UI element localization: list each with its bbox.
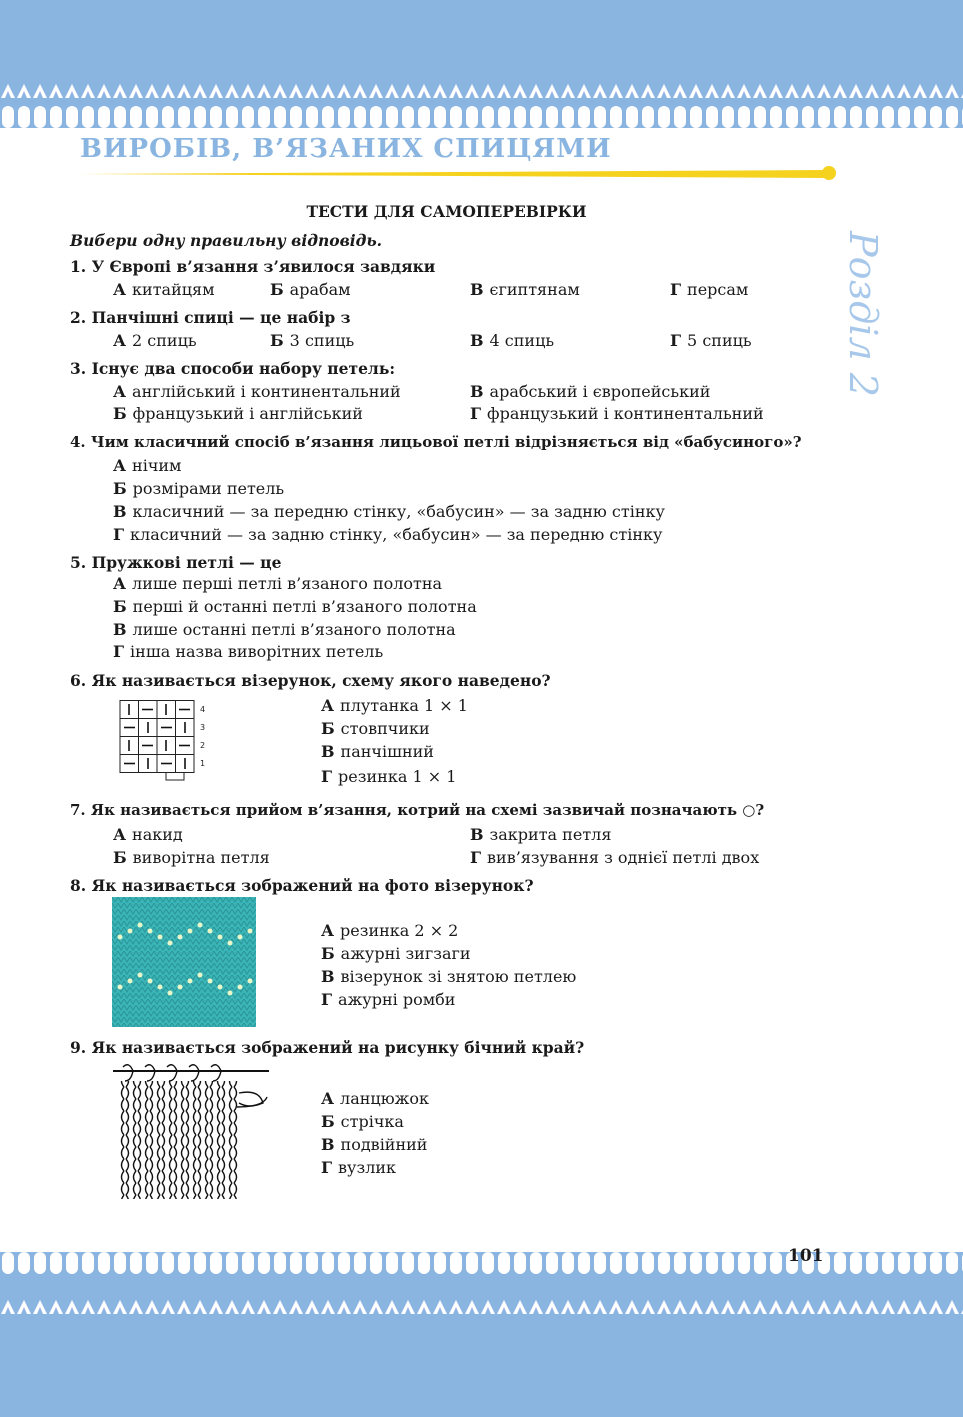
question-4: 4. Чим класичний спосіб в’язання лицьової петлі відрізняється від «бабусиного»? — [70, 433, 802, 451]
q1-option-b[interactable] — [270, 280, 351, 299]
question-8: 8. Як називається зображений на фото візерунок? — [70, 876, 534, 895]
q6-option-b[interactable] — [321, 719, 430, 738]
option-text: ланцюжок — [340, 1089, 429, 1108]
option-letter: Г — [321, 990, 333, 1009]
option-text: перші й останні петлі в’язаного полотна — [132, 597, 477, 616]
option-text: ажурні зигзаги — [340, 944, 471, 963]
option-letter: Г — [670, 280, 682, 299]
question-5: 5. Пружкові петлі — це — [70, 553, 282, 572]
q7-option-a[interactable] — [113, 825, 183, 844]
section-title: ВИРОБІВ, В’ЯЗАНИХ СПИЦЯМИ — [80, 134, 612, 164]
option-letter: Б — [321, 944, 335, 963]
q6-option-v[interactable] — [321, 742, 434, 761]
option-letter: В — [470, 382, 484, 401]
question-1: 1. У Європі в’язання з’явилося завдяки — [70, 257, 436, 276]
question-7: 7. Як називається прийом в’язання, котрий на схемі зазвичай позначають ○? — [70, 801, 765, 819]
option-text: французький і англійський — [132, 404, 363, 423]
option-text: арабам — [289, 280, 351, 299]
option-text: накид — [132, 825, 183, 844]
option-text: 3 спиць — [289, 331, 355, 350]
option-text: китайцям — [132, 280, 215, 299]
option-letter: В — [321, 1135, 335, 1154]
yellow-underline — [78, 166, 838, 180]
option-letter: В — [113, 620, 127, 639]
q4-option-v[interactable] — [113, 502, 665, 521]
q2-option-a[interactable] — [113, 331, 197, 350]
option-text: 2 спиць — [132, 331, 197, 350]
chevron-pattern-bottom — [0, 1290, 963, 1316]
question-2: 2. Панчішні спиці — це набір з — [70, 308, 351, 327]
knitted-fabric-photo — [112, 897, 256, 1027]
option-letter: В — [113, 502, 127, 521]
option-letter: Б — [113, 848, 127, 867]
q1-option-a[interactable] — [113, 280, 215, 299]
q9-option-g[interactable] — [321, 1158, 396, 1177]
q2-option-b[interactable] — [270, 331, 354, 350]
q3-option-b[interactable] — [113, 404, 363, 423]
option-letter: Г — [113, 642, 125, 661]
q9-option-v[interactable] — [321, 1135, 427, 1154]
option-letter: В — [470, 331, 484, 350]
q9-option-a[interactable] — [321, 1089, 429, 1108]
option-letter: Б — [113, 404, 127, 423]
option-letter: Б — [270, 280, 284, 299]
option-letter: Б — [270, 331, 284, 350]
chart-row-number: 1 — [200, 759, 206, 768]
q8-option-g[interactable] — [321, 990, 455, 1009]
option-text: плутанка 1 × 1 — [340, 696, 468, 715]
scallop-pattern-top — [0, 102, 963, 128]
option-text: подвійний — [340, 1135, 428, 1154]
q2-option-v[interactable] — [470, 331, 554, 350]
knitted-edge-drawing — [113, 1063, 273, 1203]
option-text: вив’язування з однієї петлі двох — [487, 848, 760, 867]
q6-option-g[interactable] — [321, 767, 456, 786]
page-title: ТЕСТИ ДЛЯ САМОПЕРЕВІРКИ — [306, 202, 587, 221]
q5-option-v[interactable] — [113, 620, 456, 639]
question-9: 9. Як називається зображений на рисунку бічний край? — [70, 1038, 585, 1057]
q3-option-a[interactable] — [113, 382, 401, 401]
option-letter: В — [321, 742, 335, 761]
q7-option-v[interactable] — [470, 825, 611, 844]
option-letter: Г — [470, 848, 482, 867]
option-letter: А — [113, 331, 127, 350]
option-letter: Б — [321, 719, 335, 738]
option-letter: Б — [113, 597, 127, 616]
option-letter: Б — [321, 1112, 335, 1131]
chart-row-number: 4 — [200, 705, 206, 714]
option-text: арабський і європейський — [489, 382, 711, 401]
chart-row-number: 2 — [200, 741, 206, 750]
q1-option-g[interactable] — [670, 280, 748, 299]
q2-option-g[interactable] — [670, 331, 752, 350]
chapter-label-text: Розділ 2 — [841, 231, 885, 397]
option-letter: А — [113, 825, 127, 844]
chart-row-number: 3 — [200, 723, 206, 732]
option-text: 5 спиць — [687, 331, 752, 350]
option-text: резинка 1 × 1 — [338, 767, 457, 786]
option-letter: А — [113, 574, 127, 593]
option-text: англійський і континентальний — [132, 382, 401, 401]
q4-option-b[interactable] — [113, 479, 284, 498]
option-text: закрита петля — [489, 825, 612, 844]
option-text: нічим — [132, 456, 182, 475]
option-letter: А — [321, 696, 335, 715]
option-text: стовпчики — [340, 719, 430, 738]
option-text: класичний — за задню стінку, «бабусин» — за передню стінку — [130, 525, 663, 544]
option-text: інша назва виворітних петель — [130, 642, 384, 661]
option-text: ажурні ромби — [338, 990, 456, 1009]
option-letter: Г — [321, 1158, 333, 1177]
option-text: лише останні петлі в’язаного полотна — [132, 620, 456, 639]
q5-option-g[interactable] — [113, 642, 383, 661]
option-text: резинка 2 × 2 — [340, 921, 459, 940]
page-number: 101 — [788, 1246, 824, 1266]
chevron-pattern-top — [0, 74, 963, 100]
option-text: вузлик — [338, 1158, 397, 1177]
option-letter: А — [113, 280, 127, 299]
option-text: єгиптянам — [489, 280, 580, 299]
q3-option-g[interactable] — [470, 404, 764, 423]
option-letter: Г — [470, 404, 482, 423]
option-letter: Г — [670, 331, 682, 350]
chapter-side-label — [826, 232, 886, 402]
q9-option-b[interactable] — [321, 1112, 404, 1131]
option-text: стрічка — [340, 1112, 404, 1131]
q3-option-v[interactable] — [470, 382, 710, 401]
option-text: розмірами петель — [132, 479, 285, 498]
option-text: класичний — за передню стінку, «бабусин» — за задню стінку — [132, 502, 665, 521]
option-text: 4 спиць — [489, 331, 555, 350]
option-letter: А — [113, 382, 127, 401]
q4-option-a[interactable] — [113, 456, 182, 475]
q4-option-g[interactable] — [113, 525, 662, 544]
option-letter: А — [321, 1089, 335, 1108]
q5-option-b[interactable] — [113, 597, 477, 616]
option-text: лише перші петлі в’язаного полотна — [132, 574, 443, 593]
option-letter: В — [470, 825, 484, 844]
question-6: 6. Як називається візерунок, схему якого наведено? — [70, 671, 551, 690]
option-text: візерунок зі знятою петлею — [340, 967, 577, 986]
q8-option-v[interactable] — [321, 967, 576, 986]
q1-option-v[interactable] — [470, 280, 580, 299]
q6-option-a[interactable] — [321, 696, 468, 715]
option-letter: Г — [321, 767, 333, 786]
q5-option-a[interactable] — [113, 574, 442, 593]
option-letter: В — [470, 280, 484, 299]
q7-option-g[interactable] — [470, 848, 759, 867]
q7-option-b[interactable] — [113, 848, 270, 867]
option-text: французький і континентальний — [487, 404, 764, 423]
option-letter: А — [113, 456, 127, 475]
option-letter: В — [321, 967, 335, 986]
knitting-chart-figure — [118, 700, 214, 784]
option-text: персам — [687, 280, 749, 299]
question-3: 3. Існує два способи набору петель: — [70, 359, 396, 378]
option-letter: А — [321, 921, 335, 940]
bottom-decorative-band — [0, 1252, 963, 1417]
option-letter: Б — [113, 479, 127, 498]
option-text: панчішний — [340, 742, 434, 761]
q8-option-a[interactable] — [321, 921, 458, 940]
top-decorative-band — [0, 0, 963, 128]
option-text: виворітна петля — [132, 848, 270, 867]
option-letter: Г — [113, 525, 125, 544]
instruction-text: Вибери одну правильну відповідь. — [70, 231, 383, 250]
q8-option-b[interactable] — [321, 944, 471, 963]
